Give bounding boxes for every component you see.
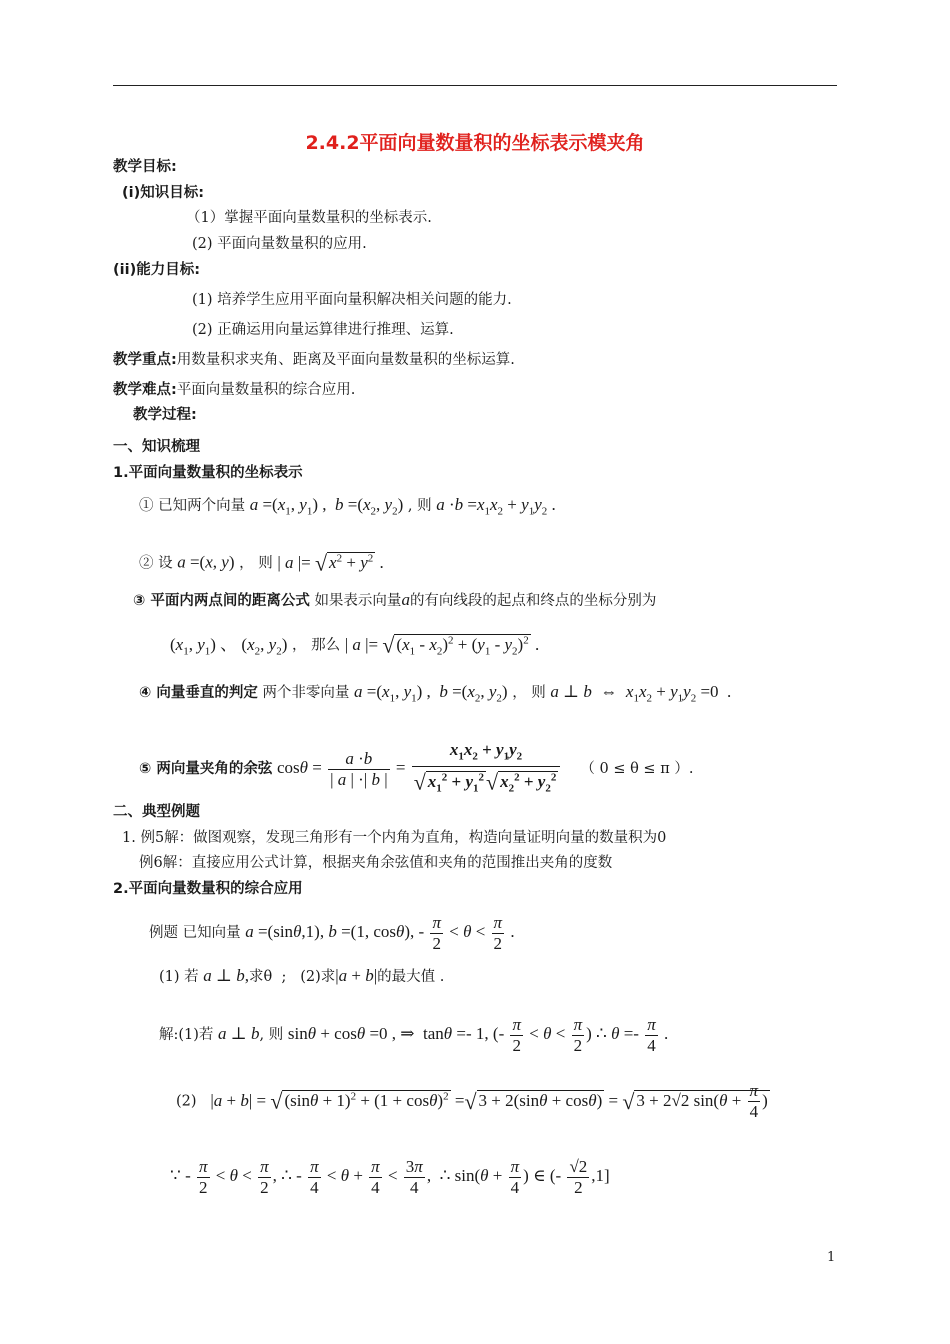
item4-then: ， 则	[512, 685, 546, 701]
difficulty-row	[113, 380, 355, 400]
section2-subheading: 2.平面向量数量积的综合应用	[113, 881, 303, 897]
item3-text: 如果表示向量	[314, 593, 402, 609]
example6-text: 例6解：直接应用公式计算，根据夹角余弦值和夹角的范围推出夹角的度数	[139, 855, 613, 871]
example5-text: 1. 例5解：做图观察，发现三角形有一个内角为直角，构造向量证明向量的数量积为0	[122, 830, 667, 846]
solution-prefix: 解:(1)若	[159, 1027, 214, 1043]
section1-subheading: 1.平面向量数量积的坐标表示	[113, 465, 303, 481]
formula-item-5	[139, 740, 693, 798]
ability-heading: (ii)能力目标:	[113, 262, 200, 278]
item1-then: , 则	[407, 498, 432, 514]
item1-prefix: ① 已知两个向量	[139, 498, 246, 514]
formula-item-3: ③ 平面内两点间的距离公式 如果表示向量a的有向线段的起点和终点的坐标分别为	[133, 590, 657, 609]
section2-heading: 二、典型例题	[113, 804, 200, 820]
ability-item: (1) 培养学生应用平面向量积解决相关问题的能力.	[192, 292, 512, 308]
objectives-heading: 教学目标:	[113, 159, 177, 175]
vector-a-def: $a =(x_1$, $y_1$) , $b =(x_2$, $y_2$)	[249, 495, 404, 518]
focus-label: 教学重点:	[113, 352, 177, 368]
difficulty-text: 平面向量数量积的综合应用.	[176, 382, 356, 398]
cosine-formula: cosθ = $\frac{a \cdot b}{| a | \cdot| b |}$ = $\frac{x_1x_2 + y_1y_2}{√ x_1^2 + y_1^2√ x_2^2 + y_2^2}$	[277, 758, 567, 777]
header-rule	[113, 85, 837, 86]
item4-text: 两个非零向量	[262, 685, 350, 701]
item3-then: ， 那么	[291, 637, 341, 654]
solution-part-2: (2) |a + b| = √ $(\sin\theta + 1)^2 + (1 + \cos\theta)^2$ =√ 3 + 2(sinθ + cosθ) = √ 3 + 2√2 sin(θ + $\frac{\pi}{4}$ )	[176, 1081, 768, 1122]
knowledge-item: （1）掌握平面向量数量积的坐标表示.	[186, 210, 432, 226]
q2-prefix: (2)求	[300, 969, 336, 985]
process-heading: 教学过程:	[133, 407, 197, 423]
knowledge-item: (2) 平面向量数量积的应用.	[192, 236, 367, 252]
example-prefix: 例题 已知向量	[149, 925, 241, 941]
ability-item: (2) 正确运用向量运算律进行推理、运算.	[192, 322, 454, 338]
focus-row	[113, 350, 515, 370]
section1-heading: 一、知识梳理	[113, 439, 200, 455]
item4-label: ④ 向量垂直的判定	[139, 685, 258, 701]
focus-text: 用数量积求夹角、距离及平面向量数量积的坐标运算.	[176, 352, 515, 368]
perpendicular-condition: a ⊥ b ⇔ $x_1x_2 + y_1y_2 =0$ .	[550, 682, 732, 705]
q1-suffix: 求θ	[249, 969, 273, 985]
item5-label: ⑤ 两向量夹角的余弦	[139, 761, 273, 778]
angle-range: （ 0 ≤ θ ≤ π ）.	[580, 761, 694, 778]
page-title: 2.4.2平面向量数量积的坐标表示模夹角	[305, 132, 645, 154]
knowledge-heading: (i)知识目标:	[122, 185, 205, 201]
modulus-formula: | a |= √ $x^2 + y^2$ .	[277, 550, 384, 576]
item3-text2: 的有向线段的起点和终点的坐标分别为	[409, 593, 657, 609]
dot-product-formula: $a \cdot b =x_1x_2 + y_1y_2$ .	[436, 495, 556, 518]
formula-item-1	[139, 495, 556, 521]
formula-item-4: ④ 向量垂直的判定 两个非零向量 $a =(x_1$, $y_1$) , $b =(x_2$, $y_2$) ， 则 a ⊥ b ⇔ $x_1x_2 + y_1y_2 =0$ .	[139, 682, 732, 705]
formula-item-2: ② 设 a =(x, y) ， 则 | a |= √ $x^2 + y^2$ .	[139, 550, 384, 576]
example-statement: 例题 已知向量 a =(sinθ,1), b =(1, cosθ), - $\frac{\pi}{2}$ < θ < $\frac{\pi}{2}$ .	[149, 912, 515, 953]
solution-part-3: ∵ - $\frac{\pi}{2}$ < θ < $\frac{\pi}{2}$ , ∴ - $\frac{\pi}{4}$ < θ + $\frac{\pi}{4}$ < $\frac{3\pi}{4}$ , ∴ sin(θ + $\frac{\pi}{4}$ ) ∈ (- $\frac{√2}{2}$ ,1]	[170, 1156, 610, 1197]
q1-prefix: (1) 若	[159, 969, 199, 985]
distance-formula-row: ($x_1$, $y_1$) 、 ($x_2$, $y_2$) ， 那么 | a |= √ $(x_1 - x_2)^2 + (y_1 - y_2)^2$ .	[170, 632, 540, 658]
distance-formula: | a |= √ $(x_1 - x_2)^2 + (y_1 - y_2)^2$ .	[344, 632, 540, 658]
item3-label: ③ 平面内两点间的距离公式	[133, 593, 310, 609]
solution-then: , 则	[259, 1027, 284, 1043]
questions-row: (1) 若 a ⊥ b,求θ ; (2)求|a + b|的最大值 .	[159, 966, 445, 985]
page-number: 1	[827, 1250, 836, 1265]
difficulty-label: 教学难点:	[113, 382, 177, 398]
solution-part-1: 解:(1)若 a ⊥ b, 则 sinθ + cosθ =0 , ⇒ tanθ =- 1, (- $\frac{\pi}{2}$ < θ < $\frac{\pi}{2}$ ) ∴ θ =- $\frac{\pi}{4}$ .	[159, 1014, 669, 1055]
q2-suffix: 的最大值 .	[377, 969, 445, 985]
solution2-prefix: (2)	[176, 1093, 197, 1110]
item2-prefix: ② 设	[139, 555, 173, 572]
item2-then: ， 则	[239, 555, 273, 572]
